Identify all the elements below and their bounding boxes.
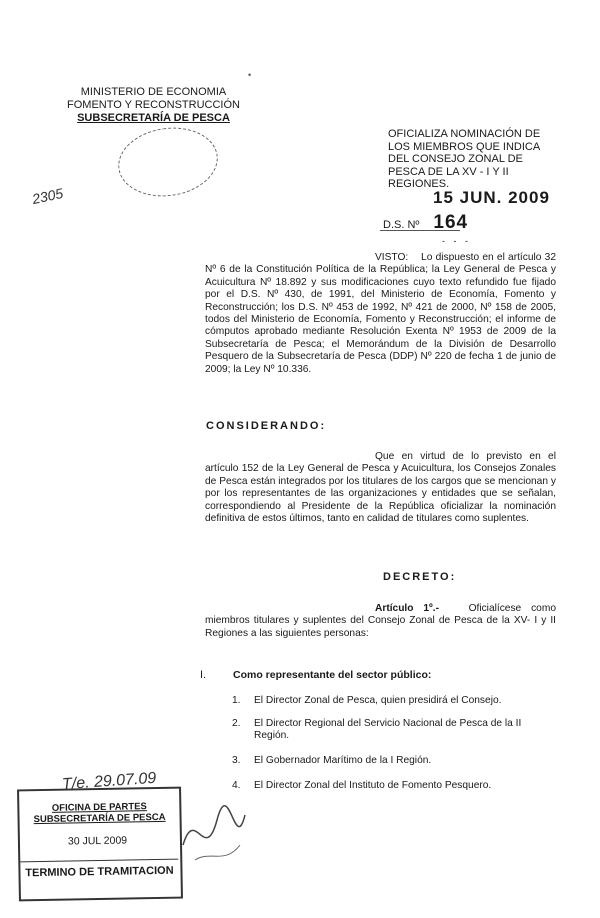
title-line: OFICIALIZA NOMINACIÓN DE: [388, 128, 541, 140]
handwritten-date: T/e. 29.07.09: [61, 769, 157, 794]
round-office-stamp: [114, 121, 222, 202]
section-title: Como representante del sector público:: [233, 669, 432, 681]
list-item-text: El Gobernador Marítimo de la I Región.: [254, 755, 432, 766]
signature-scrawl: [175, 795, 255, 875]
title-line: LOS MIEMBROS QUE INDICA: [388, 140, 541, 153]
considerando-paragraph: [205, 451, 556, 525]
article-1-label: Artículo 1º.-: [375, 603, 439, 614]
title-line: PESCA DE LA XV - I Y II: [388, 165, 509, 178]
article-1-paragraph: [205, 603, 556, 640]
considerando-text: Que en virtud de lo previsto en el artículo 152 de la Ley General de Pesca y Acuicultura, los Consejos Zonales de Pesca están integrados por los titulares de los cargos que se mencionan y por los representantes de las organizaciones y entidades que se señalan, correspondiendo al Presidente de la República oficializar la nominación definitiva de estos últimos, tanto en calidad de titulares como suplentes.: [205, 451, 556, 525]
stamp-date: 30 JUL 2009: [67, 834, 128, 848]
ministry-line-1: MINISTERIO DE ECONOMIA: [80, 86, 227, 98]
visto-paragraph: [205, 252, 556, 376]
stamp-office-lines: [33, 801, 165, 825]
stamp-line-2: SUBSECRETARÍA DE PESCA: [33, 811, 166, 826]
list-item: [232, 718, 558, 743]
ds-label: D.S. Nº: [383, 219, 420, 231]
article-1-text: Oficialícese como miembros titulares y suplentes del Consejo Zonal de Pesca de la XV- I y II Regiones a las siguientes personas:: [205, 603, 556, 639]
list-item-number: 1.: [232, 695, 241, 706]
list-item-number: 4.: [232, 780, 241, 791]
decreto-heading: DECRETO:: [383, 571, 457, 583]
ministry-line-3: SUBSECRETARÍA DE PESCA: [77, 112, 230, 124]
ministry-header: [66, 86, 241, 125]
list-item-number: 3.: [232, 755, 241, 766]
visto-lead: VISTO:: [375, 252, 409, 263]
considerando-heading: CONSIDERANDO:: [206, 420, 327, 432]
title-line: REGIONES.: [388, 178, 450, 190]
ds-dashes: - - -: [442, 236, 471, 246]
list-item: [232, 780, 558, 792]
office-stamp: [17, 787, 183, 902]
ds-underline: [380, 230, 460, 231]
list-item-text: El Director Zonal de Pesca, quien presidirá el Consejo.: [254, 695, 502, 706]
visto-text: Lo dispuesto en el artículo 32 Nº 6 de la Constitución Política de la República; la Ley General de Pesca y Acuicultura Nº 18.892 y sus modificaciones cuyo texto refundido fue fijado por el D.S. Nº 430, de 1991, del Ministerio de Economía, Fomento y Reconstrucción; los D.S. Nº 453 de 1992, Nº 421 de 2000, Nº 158 de 2005, todos del Ministerio de Economía, Fomento y Reconstrucción; el informe de cómputos aprobado mediante Resolución Exenta Nº 1953 de 2009 de la Subsecretaría de Pesca; el Memorándum de la División de Desarrollo Pesquero de la Subsecretaría de Pesca (DDP) Nº 220 de fecha 1 de junio de 2009; la Ley Nº 10.336.: [205, 252, 556, 375]
date-stamp: 15 JUN. 2009: [433, 188, 550, 207]
list-item-number: 2.: [232, 718, 241, 729]
stamp-footer: TERMINO DE TRAMITACION: [20, 859, 178, 880]
ministry-line-2: FOMENTO Y RECONSTRUCCIÓN: [67, 99, 240, 111]
section-roman-numeral: I.: [200, 669, 207, 681]
list-item-text: El Director Regional del Servicio Nacional de Pesca de la II Región.: [254, 718, 522, 742]
title-line: DEL CONSEJO ZONAL DE: [388, 153, 523, 165]
tick-mark: •: [248, 70, 252, 80]
handwritten-number: 2305: [30, 184, 65, 208]
stamp-line-1: OFICINA DE PARTES: [51, 801, 147, 814]
list-item-text: El Director Zonal del Instituto de Fomento Pesquero.: [254, 780, 492, 791]
list-item: [232, 695, 558, 707]
list-item: [232, 755, 558, 767]
ds-number: 164: [433, 212, 469, 233]
decree-title: [388, 128, 556, 191]
